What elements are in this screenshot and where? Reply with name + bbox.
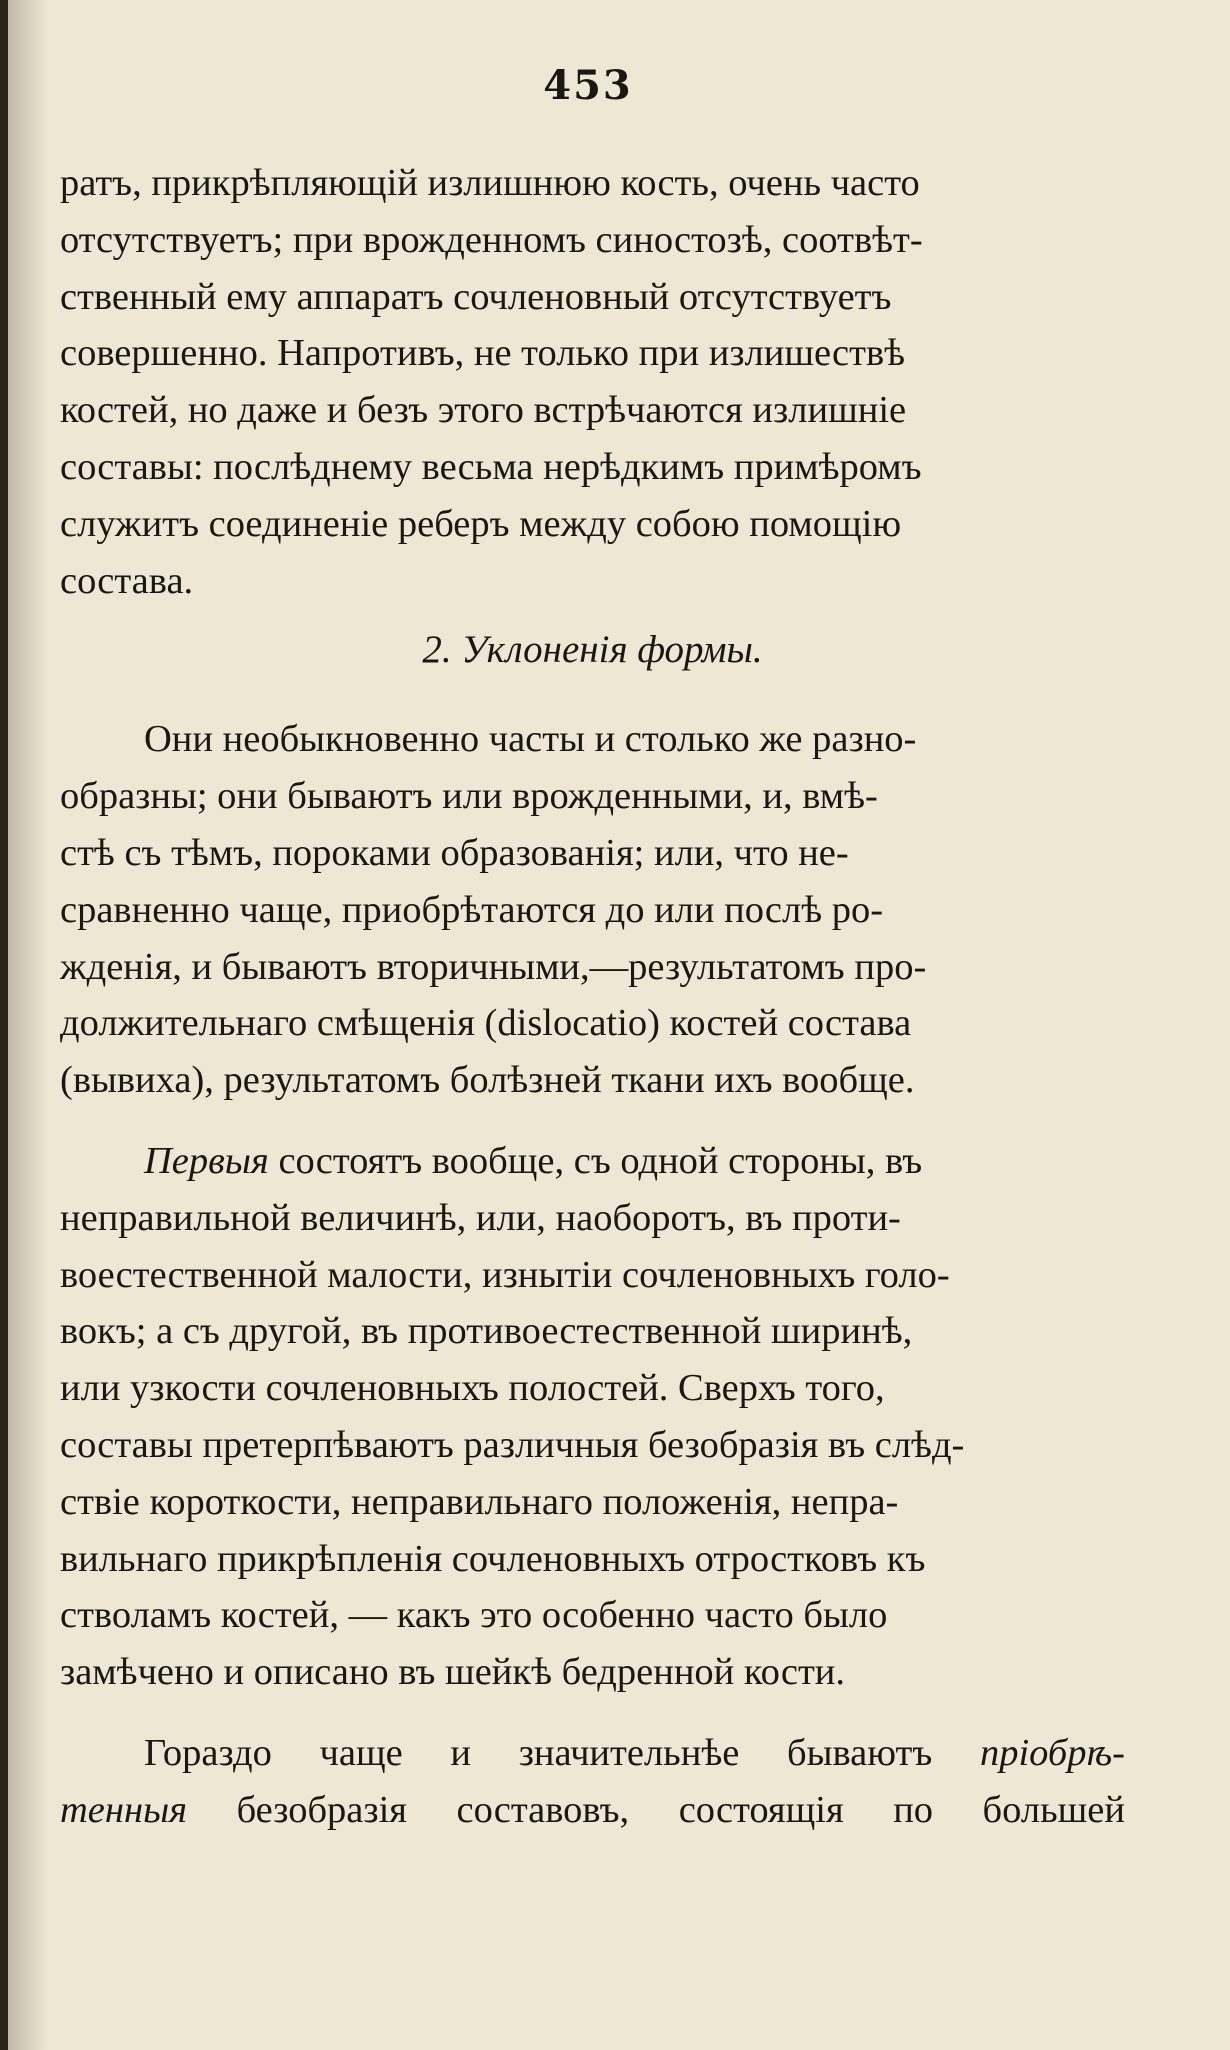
italic-term: тенныя bbox=[60, 1788, 188, 1831]
text-line: замѣчено и описано въ шейкѣ бедренной кости. bbox=[60, 1651, 846, 1694]
text-fragment: безобразія составовъ, состоящія по большей bbox=[187, 1788, 1125, 1831]
text-line: ственный ему аппаратъ сочленовный отсутствуетъ bbox=[60, 275, 892, 318]
text-line: костей, но даже и безъ этого встрѣчаются излишніе bbox=[60, 389, 907, 432]
text-line: вокъ; а съ другой, въ противоестественной ширинѣ, bbox=[60, 1310, 913, 1353]
paragraph-first-kind bbox=[60, 1133, 1125, 1701]
italic-term: Первыя bbox=[144, 1139, 269, 1182]
paragraph-continued bbox=[60, 155, 1125, 609]
paragraph-acquired bbox=[60, 1725, 1125, 1839]
text-line: сравненно чаще, приобрѣтаются до или послѣ ро- bbox=[60, 888, 884, 931]
text-line bbox=[60, 1133, 1125, 1190]
text-line: составы: послѣднему весьма нерѣдкимъ примѣромъ bbox=[60, 445, 922, 488]
paragraph-deformations bbox=[60, 711, 1125, 1109]
text-line: воестественной малости, изнытіи сочленовныхъ голо- bbox=[60, 1253, 950, 1296]
text-line: образны; они бываютъ или врожденными, и, вмѣ- bbox=[60, 775, 878, 818]
text-line: жденія, и бываютъ вторичными,—результатомъ про- bbox=[60, 945, 927, 988]
page-number: 453 bbox=[543, 62, 633, 109]
text-line: должительнаго смѣщенія (dislocatio) костей состава bbox=[60, 1002, 912, 1045]
text-line: совершенно. Напротивъ, не только при излишествѣ bbox=[60, 332, 906, 375]
italic-term: пріобрѣ- bbox=[979, 1731, 1125, 1774]
text-line bbox=[60, 1782, 1125, 1839]
page-text bbox=[60, 155, 1125, 1839]
text-line: Они необыкновенно часты и столько же разно- bbox=[144, 718, 917, 761]
section-heading: 2. Уклоненія формы. bbox=[422, 628, 763, 672]
text-line bbox=[60, 1725, 1125, 1782]
text-fragment: состоятъ вообще, съ одной стороны, въ bbox=[268, 1139, 923, 1182]
text-line: служитъ соединеніе реберъ между собою помощію bbox=[60, 502, 902, 545]
text-line: ствіе короткости, неправильнаго положенія, непра- bbox=[60, 1480, 899, 1523]
text-line: (вывиха), результатомъ болѣзней ткани ихъ вообще. bbox=[60, 1059, 915, 1102]
text-line: или узкости сочленовныхъ полостей. Сверхъ того, bbox=[60, 1367, 885, 1410]
text-fragment: Гораздо чаще и значительнѣе бываютъ bbox=[144, 1731, 980, 1774]
text-line: ратъ, прикрѣпляющій излишнюю кость, очень часто bbox=[60, 162, 920, 204]
text-line: отсутствуетъ; при врожденномъ синостозѣ, соотвѣт- bbox=[60, 218, 923, 261]
text-line: стѣ съ тѣмъ, пороками образованія; или, что не- bbox=[60, 831, 849, 874]
text-line: стволамъ костей, — какъ это особенно часто было bbox=[60, 1594, 888, 1637]
text-line: вильнаго прикрѣпленія сочленовныхъ отростковъ къ bbox=[60, 1537, 926, 1580]
text-line: неправильной величинѣ, или, наоборотъ, въ проти- bbox=[60, 1196, 901, 1239]
text-line: составы претерпѣваютъ различныя безобразія въ слѣд- bbox=[60, 1423, 965, 1466]
text-line: состава. bbox=[60, 559, 194, 602]
